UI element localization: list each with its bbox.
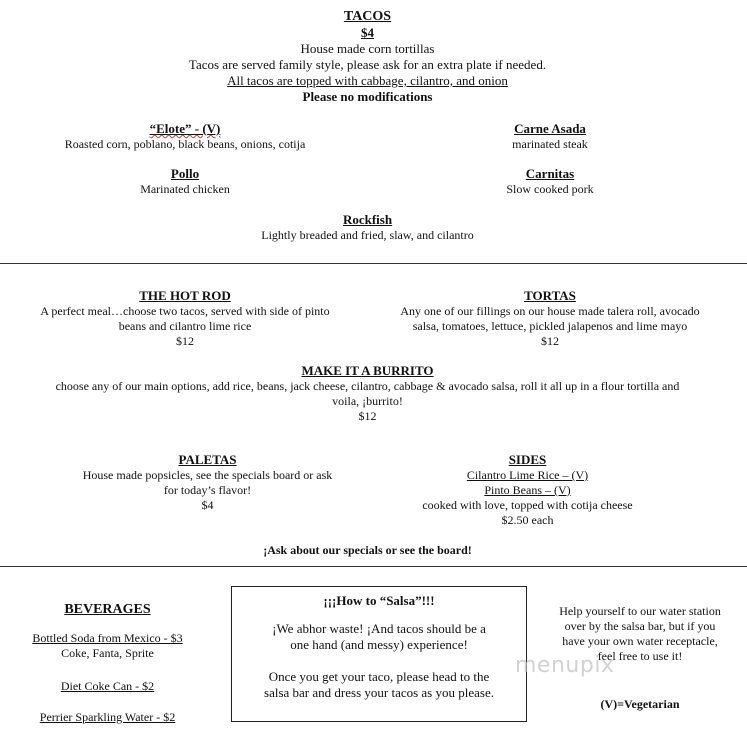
taco-item-carne-asada (465, 121, 635, 152)
beverage-soda: Bottled Soda from Mexico - $3 (32, 631, 183, 645)
taco-item-name: Carnitas (525, 166, 575, 181)
taco-item-name: “Elote” - (V) (149, 121, 221, 136)
section-divider (0, 566, 747, 567)
paletas-desc-line1: House made popsicles, see the specials board or ask (82, 468, 333, 482)
paletas-desc-line2: for today’s flavor! (163, 483, 252, 497)
hot-rod-desc-line1: A perfect meal…choose two tacos, served with side of pinto (40, 304, 330, 318)
tortas-desc-line2: salsa, tomatoes, lettuce, pickled jalapenos and lime mayo (412, 319, 688, 333)
water-line: over by the salsa bar, but if you (564, 619, 716, 633)
tortas-price: $12 (541, 334, 559, 348)
hot-rod-desc-line2: beans and cilantro lime rice (118, 319, 252, 333)
taco-item-name: Pollo (170, 166, 200, 181)
sides-title: SIDES (508, 452, 547, 467)
beverages-section (15, 601, 200, 725)
salsa-title: ¡¡¡How to “Salsa”!!! (323, 593, 435, 608)
salsa-box (231, 586, 527, 722)
paletas-section (55, 452, 360, 513)
burrito-desc-line1: choose any of our main options, add rice, beans, jack cheese, cilantro, cabbage & avocado salsa, roll it all up in a flour tortilla and (55, 379, 680, 393)
taco-item-carnitas (465, 166, 635, 197)
hot-rod-section (15, 288, 355, 349)
tortas-section (380, 288, 720, 349)
salsa-instructions-line1: Once you get your taco, please head to the (268, 669, 490, 684)
burrito-section (0, 363, 735, 424)
tacos-section (0, 8, 735, 105)
paletas-title: PALETAS (178, 452, 237, 467)
specials-note: ¡Ask about our specials or see the board! (263, 543, 472, 557)
taco-item-desc: Slow cooked pork (506, 182, 594, 196)
vegetarian-legend: (V)=Vegetarian (600, 697, 680, 711)
taco-item-name: Rockfish (342, 212, 393, 227)
tacos-tortillas-note: House made corn tortillas (300, 41, 435, 56)
taco-item-desc: Lightly breaded and fried, slaw, and cilantro (261, 228, 474, 242)
taco-item-desc: marinated steak (512, 137, 588, 151)
salsa-waste-line2: one hand (and messy) experience! (290, 637, 468, 652)
tacos-toppings-note: All tacos are topped with cabbage, cilantro, and onion (227, 73, 508, 88)
watermark-logo: menupix (515, 653, 615, 678)
beverage-perrier: Perrier Sparkling Water - $2 (39, 710, 176, 724)
sides-item-beans: Pinto Beans – (V) (484, 483, 571, 497)
taco-item-pollo (100, 166, 270, 197)
hot-rod-price: $12 (176, 334, 194, 348)
tacos-no-modifications: Please no modifications (302, 89, 433, 104)
beverage-diet-coke: Diet Coke Can - $2 (60, 679, 155, 693)
tortas-title: TORTAS (524, 288, 576, 303)
taco-item-name: Carne Asada (514, 121, 586, 136)
tacos-price: $4 (361, 25, 374, 40)
burrito-title: MAKE IT A BURRITO (301, 363, 434, 378)
water-line: Help yourself to our water station (559, 604, 721, 618)
taco-item-elote (40, 121, 330, 152)
salsa-instructions-line2: salsa bar and dress your tacos as you please. (264, 685, 494, 700)
burrito-price: $12 (358, 409, 377, 423)
burrito-desc-line2: voila, ¡burrito! (332, 394, 403, 408)
hot-rod-title: THE HOT ROD (139, 288, 231, 303)
water-line: have your own water receptacle, (562, 634, 718, 648)
paletas-price: $4 (201, 498, 214, 512)
beverages-title: BEVERAGES (64, 602, 151, 617)
section-divider (0, 263, 747, 264)
taco-item-rockfish (200, 212, 535, 243)
salsa-waste-line1: ¡We abhor waste! ¡And tacos should be a (272, 621, 486, 636)
tacos-family-style-note: Tacos are served family style, please ask for an extra plate if needed. (188, 57, 547, 72)
sides-desc: cooked with love, topped with cotija cheese (422, 498, 633, 512)
beverage-soda-list: Coke, Fanta, Sprite (61, 646, 154, 660)
sides-item-rice: Cilantro Lime Rice – (V) (466, 468, 589, 482)
sides-section (400, 452, 655, 528)
taco-item-desc: Roasted corn, poblano, black beans, onions, cotija (64, 137, 306, 151)
tortas-desc-line1: Any one of our fillings on our house made talera roll, avocado (400, 304, 700, 318)
water-line: feel free to use it! (597, 649, 683, 663)
sides-price: $2.50 each (501, 513, 554, 527)
tacos-title: TACOS (343, 9, 392, 24)
taco-item-desc: Marinated chicken (140, 182, 230, 196)
